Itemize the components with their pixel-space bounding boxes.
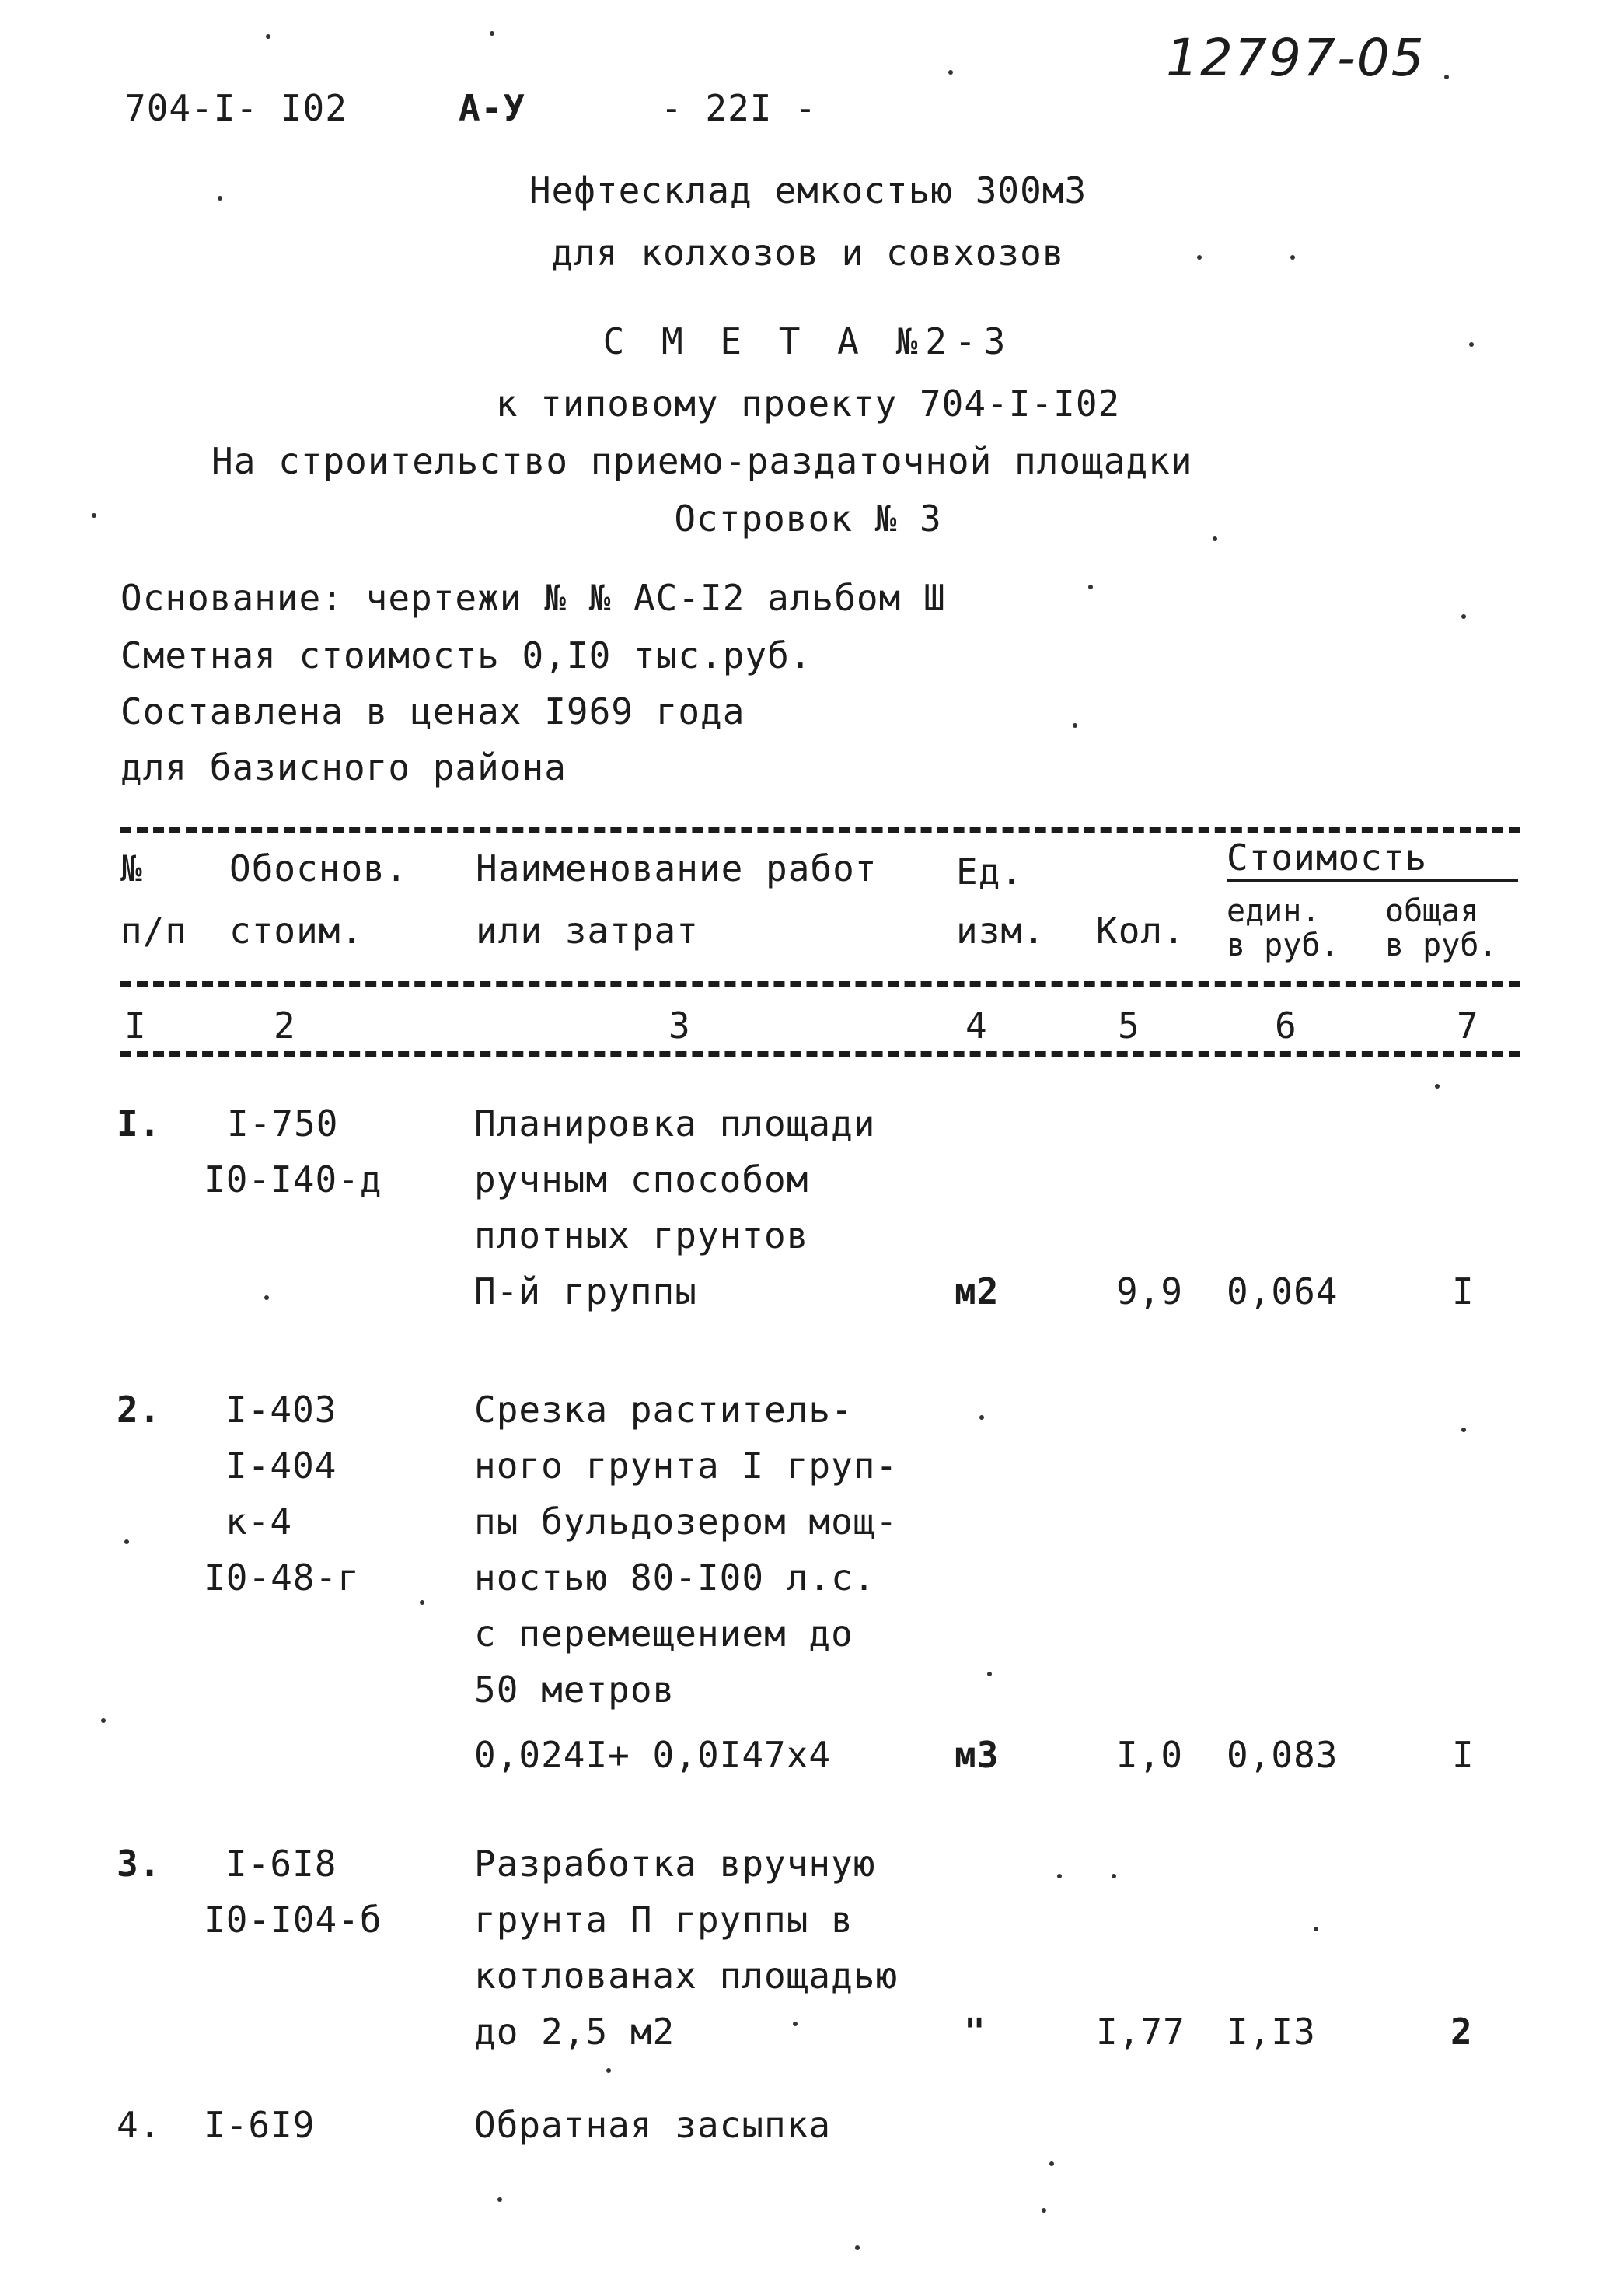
row-name-line: до 2,5 м2	[474, 2011, 675, 2053]
header-bottom-rule	[120, 981, 1520, 987]
col-number-1: I	[124, 1005, 147, 1047]
speck	[92, 513, 96, 518]
speck	[420, 1600, 424, 1605]
header-unit-1: Ед.	[956, 851, 1024, 893]
row-basis: I0-I40-д	[204, 1158, 382, 1200]
header-quantity: Кол.	[1096, 910, 1185, 952]
speck	[124, 1539, 129, 1544]
header-unit-price	[1227, 894, 1339, 963]
speck	[979, 1415, 984, 1420]
row-name-line: ного грунта I груп-	[474, 1445, 899, 1487]
smeta-title: С М Е Т А №2-3	[602, 320, 1014, 362]
unit-price-line-2: в руб.	[1227, 928, 1339, 963]
speck	[1197, 255, 1202, 260]
row-quantity: I,77	[1096, 2011, 1185, 2053]
row-basis: I-6I8	[225, 1843, 337, 1885]
speck	[1213, 536, 1217, 541]
row-name-line: П-й группы	[474, 1270, 697, 1312]
speck	[497, 2197, 502, 2202]
speck	[490, 31, 494, 36]
row-unit: м3	[955, 1734, 1000, 1776]
header-basis-2: стоим.	[229, 910, 364, 952]
row-basis: I0-48-г	[204, 1557, 360, 1599]
row-name-line: Планировка площади	[474, 1103, 876, 1145]
col-number-7: 7	[1457, 1005, 1479, 1047]
header-cost: Стоимость	[1227, 837, 1428, 879]
speck	[1314, 1927, 1318, 1931]
row-unit-price: 0,083	[1227, 1734, 1339, 1776]
speck	[1461, 1428, 1466, 1432]
row-unit-price: 0,064	[1227, 1270, 1339, 1312]
header-name-2: или затрат	[476, 910, 699, 952]
row-basis: I-750	[227, 1103, 339, 1145]
speck	[1042, 2208, 1046, 2213]
row-quantity: I,0	[1116, 1734, 1184, 1776]
estimated-cost: Сметная стоимость 0,I0 тыс.руб.	[120, 634, 812, 676]
object-subtitle: для колхозов и совхозов	[551, 232, 1065, 274]
price-year: Составлена в ценах I969 года	[120, 690, 745, 732]
col-number-3: 3	[668, 1005, 691, 1047]
basis-drawings: Основание: чертежи № № АС-I2 альбом Ш	[120, 577, 946, 619]
speck	[1057, 1874, 1062, 1878]
row-name-line: котлованах площадью	[474, 1955, 899, 1997]
header-total	[1385, 894, 1498, 963]
row-name-line: ручным способом	[474, 1158, 809, 1200]
page-number: - 22I -	[661, 87, 817, 129]
row-basis: к-4	[225, 1501, 293, 1543]
row-name-line: Обратная засыпка	[474, 2104, 832, 2146]
row-name-line: 50 метров	[474, 1669, 675, 1711]
row-name-line: с перемещением до	[474, 1613, 853, 1655]
speck	[101, 1718, 106, 1723]
header-num-2: п/п	[120, 910, 188, 952]
project-reference: к типовому проекту 704-I-I02	[495, 383, 1121, 425]
header-name-1: Наименование работ	[476, 847, 878, 889]
row-name-line: грунта П группы в	[474, 1899, 853, 1941]
col-number-5: 5	[1118, 1005, 1140, 1047]
speck	[1469, 342, 1474, 347]
row-number: I.	[117, 1103, 162, 1145]
column-number-rule	[120, 1051, 1520, 1057]
speck	[1088, 585, 1093, 589]
header-unit-2: изм.	[956, 910, 1045, 952]
row-number: 4.	[117, 2104, 162, 2146]
row-unit-ditto: "	[964, 2011, 986, 2053]
speck	[1444, 75, 1449, 79]
row-basis: I-6I9	[204, 2104, 316, 2146]
total-line-1: общая	[1385, 893, 1479, 929]
row-basis: I0-I04-б	[204, 1899, 382, 1941]
speck	[266, 34, 270, 39]
row-total: I	[1452, 1270, 1475, 1312]
speck	[1435, 1084, 1440, 1089]
speck	[1461, 614, 1466, 619]
row-name-line: Разработка вручную	[474, 1843, 876, 1885]
speck	[606, 2068, 611, 2073]
row-name-line: ностью 80-I00 л.с.	[474, 1557, 876, 1599]
speck	[855, 2245, 860, 2250]
speck	[264, 1295, 269, 1300]
col-number-4: 4	[965, 1005, 988, 1047]
row-unit-price: I,I3	[1227, 2011, 1316, 2053]
doc-code: 704-I- I02	[124, 87, 347, 129]
speck	[987, 1672, 992, 1676]
col-number-2: 2	[274, 1005, 296, 1047]
island-label: Островок № 3	[674, 498, 942, 540]
row-name-line: пы бульдозером мощ-	[474, 1501, 899, 1543]
header-num-1: №	[120, 847, 143, 889]
speck	[1112, 1874, 1116, 1878]
row-name-line: Срезка раститель-	[474, 1389, 853, 1431]
table-top-rule	[120, 827, 1520, 833]
base-region: для базисного района	[120, 746, 567, 788]
section-code: А-У	[459, 87, 526, 129]
speck	[218, 196, 222, 201]
cost-underline	[1227, 879, 1518, 882]
col-number-6: 6	[1275, 1005, 1297, 1047]
object-title: Нефтесклад емкостью 300м3	[529, 169, 1087, 211]
header-basis-1: Обоснов.	[229, 847, 408, 889]
construction-purpose: На строительство приемо-раздаточной площадки	[211, 440, 1193, 482]
row-basis: I-404	[225, 1445, 337, 1487]
row-quantity: 9,9	[1116, 1270, 1184, 1312]
archive-number: 12797-05	[1166, 28, 1426, 88]
unit-price-line-1: един.	[1227, 893, 1321, 929]
row-number: 3.	[117, 1843, 162, 1885]
row-unit: м2	[955, 1270, 1000, 1312]
row-number: 2.	[117, 1389, 162, 1431]
row-basis: I-403	[225, 1389, 337, 1431]
row-total: 2	[1450, 2011, 1473, 2053]
speck	[793, 2022, 798, 2026]
speck	[1073, 723, 1077, 728]
speck	[948, 70, 953, 75]
row-total: I	[1452, 1734, 1475, 1776]
total-line-2: в руб.	[1385, 928, 1498, 963]
row-name-line: плотных грунтов	[474, 1214, 809, 1256]
speck	[1049, 2161, 1054, 2166]
row-name-line: 0,024I+ 0,0I47х4	[474, 1734, 832, 1776]
speck	[1290, 255, 1295, 260]
